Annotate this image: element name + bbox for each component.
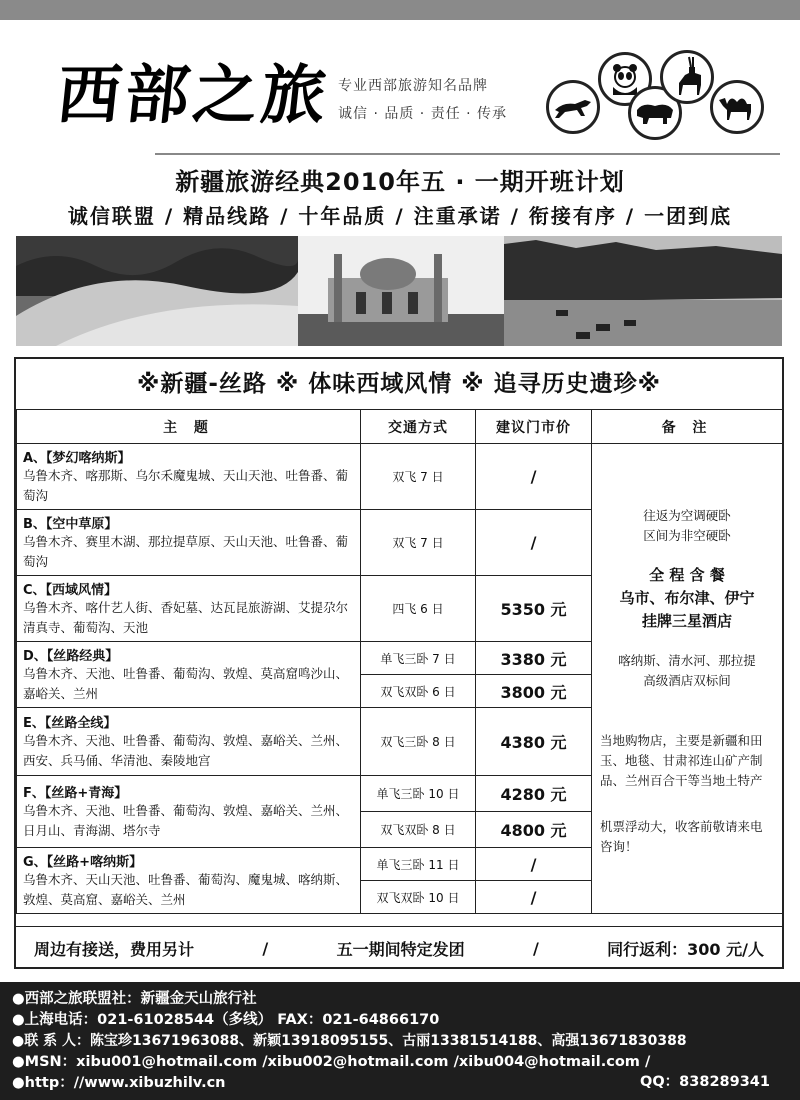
notes-line: 挂牌三星酒店 [641,612,732,630]
contact-msn[interactable]: ●MSN：xibu001@hotmail.com /xibu002@hotmail.com /xibu004@hotmail.com / [12,1054,651,1070]
camel-icon [710,80,764,134]
transport-cell: 双飞 7 日 [361,444,476,510]
subheadline: 诚信联盟 / 精品线路 / 十年品质 / 注重承诺 / 衔接有序 / 一团到底 [67,204,733,228]
promo-rebate: 同行返利：300 元/人 [607,939,764,959]
route-name: D、【丝路经典】 [23,649,119,664]
photo-strip [16,236,782,346]
promo-separator: / [532,938,539,958]
route-name: A、【梦幻喀纳斯】 [23,451,131,466]
headline: 新疆旅游经典2010年五 · 一期开班计划 [175,168,625,196]
itinerary-banner: ※新疆-丝路 ※ 体味西域风情 ※ 追寻历史遗珍※ [136,371,661,397]
header-notes: 备 注 [592,410,783,444]
header-transport: 交通方式 [361,410,476,444]
notes-line: 高级酒店双标间 [643,673,731,688]
routes-table [16,409,783,914]
greyhound-icon [546,80,600,134]
notes-hotel [600,651,774,691]
promo-mayday: 五一期间特定发团 [336,939,465,959]
route-cell [17,444,361,510]
table-header-row [17,410,783,444]
transport-cell: 双飞三卧 8 日 [361,708,476,776]
itinerary-box [14,357,784,969]
route-cell [17,576,361,642]
route-cell [17,510,361,576]
notes-line: 全 程 含 餐 [649,566,725,584]
header-price: 建议门市价 [476,410,592,444]
animal-emblems [540,46,780,142]
notes-ticket: 机票浮动大，收客前敬请来电咨询！ [600,819,763,854]
route-desc: 乌鲁木齐、天池、吐鲁番、葡萄沟、敦煌、嘉峪关、兰州、西安、兵马俑、华清池、秦陵地宫 [23,733,349,768]
route-name: E、【丝路全线】 [23,716,117,731]
desert-photo [16,236,298,346]
transport-cell: 四飞 6 日 [361,576,476,642]
price-cell: / [476,881,592,914]
notes-sleeper [600,506,774,546]
promo-footer [16,926,782,969]
notes-line: 区间为非空硬卧 [643,528,731,543]
promo-separator: / [262,938,269,958]
contact-website[interactable]: ●http：//www.xibuzhilv.cn [12,1075,226,1091]
price-cell: 3380 元 [476,642,592,675]
transport-cell: 单飞三卧 7 日 [361,642,476,675]
contact-agency: ●西部之旅联盟社：新疆金天山旅行社 [12,991,257,1007]
grassland-photo [504,236,782,346]
route-desc: 乌鲁木齐、喀什艺人街、香妃墓、达瓦昆旅游湖、艾提尕尔清真寺、葡萄沟、天池 [23,600,349,635]
contact-qq: QQ：838289341 [640,1074,770,1090]
header-theme: 主 题 [17,410,361,444]
price-cell: 4380 元 [476,708,592,776]
route-name: G、【丝路+喀纳斯】 [23,855,143,870]
route-cell [17,776,361,848]
contact-persons: ●联 系 人：陈宝珍13671963088、新颖13918095155、古丽13381514188、高强13671830388 [12,1033,687,1049]
logo-title: 西部之旅 [53,58,334,133]
route-desc: 乌鲁木齐、喀那斯、乌尔禾魔鬼城、天山天池、吐鲁番、葡萄沟 [23,468,349,503]
antelope-icon [660,50,714,104]
route-cell [17,708,361,776]
transport-cell: 单飞三卧 11 日 [361,848,476,881]
price-cell: 5350 元 [476,576,592,642]
promo-transfer: 周边有接送，费用另计 [34,939,195,959]
mosque-photo [298,236,504,346]
slogan-2: 诚信 · 品质 · 责任 · 传承 [338,106,508,122]
notes-cell [592,444,783,914]
transport-cell: 双飞 7 日 [361,510,476,576]
route-desc: 乌鲁木齐、天池、吐鲁番、葡萄沟、敦煌、莫高窟鸣沙山、嘉峪关、兰州 [23,666,349,701]
notes-line: 往返为空调硬卧 [643,508,731,523]
transport-cell: 双飞双卧 10 日 [361,881,476,914]
notes-line: 乌市、布尔津、伊宁 [619,589,755,607]
route-desc: 乌鲁木齐、天山天池、吐鲁番、葡萄沟、魔鬼城、喀纳斯、敦煌、莫高窟、嘉峪关、兰州 [23,872,349,907]
notes-meals [600,564,774,633]
slogan-1: 专业西部旅游知名品牌 [338,78,488,94]
contact-phone: ●上海电话：021-61028544（多线） FAX：021-64866170 [12,1012,440,1028]
transport-cell: 双飞双卧 8 日 [361,812,476,848]
route-cell [17,642,361,708]
transport-cell: 单飞三卧 10 日 [361,776,476,812]
transport-cell: 双飞双卧 6 日 [361,675,476,708]
table-row [17,444,783,510]
route-desc: 乌鲁木齐、赛里木湖、那拉提草原、天山天池、吐鲁番、葡萄沟 [23,534,349,569]
price-cell: 3800 元 [476,675,592,708]
slogans [338,72,507,128]
contact-panel [0,982,800,1100]
route-name: C、【西域风情】 [23,583,118,598]
route-name: B、【空中草原】 [23,517,118,532]
price-cell: 4280 元 [476,776,592,812]
route-name: F、【丝路+青海】 [23,786,128,801]
price-cell: 4800 元 [476,812,592,848]
price-cell: / [476,510,592,576]
price-cell: / [476,444,592,510]
notes-line: 喀纳斯、清水河、那拉提 [618,653,756,668]
route-desc: 乌鲁木齐、天池、吐鲁番、葡萄沟、敦煌、嘉峪关、兰州、日月山、青海湖、塔尔寺 [23,803,349,838]
header-divider [155,153,780,155]
notes-shopping: 当地购物店，主要是新疆和田玉、地毯、甘肃祁连山矿产制品、兰州百合干等当地土特产 [600,733,763,788]
top-bar [0,0,800,20]
price-cell: / [476,848,592,881]
route-cell [17,848,361,914]
